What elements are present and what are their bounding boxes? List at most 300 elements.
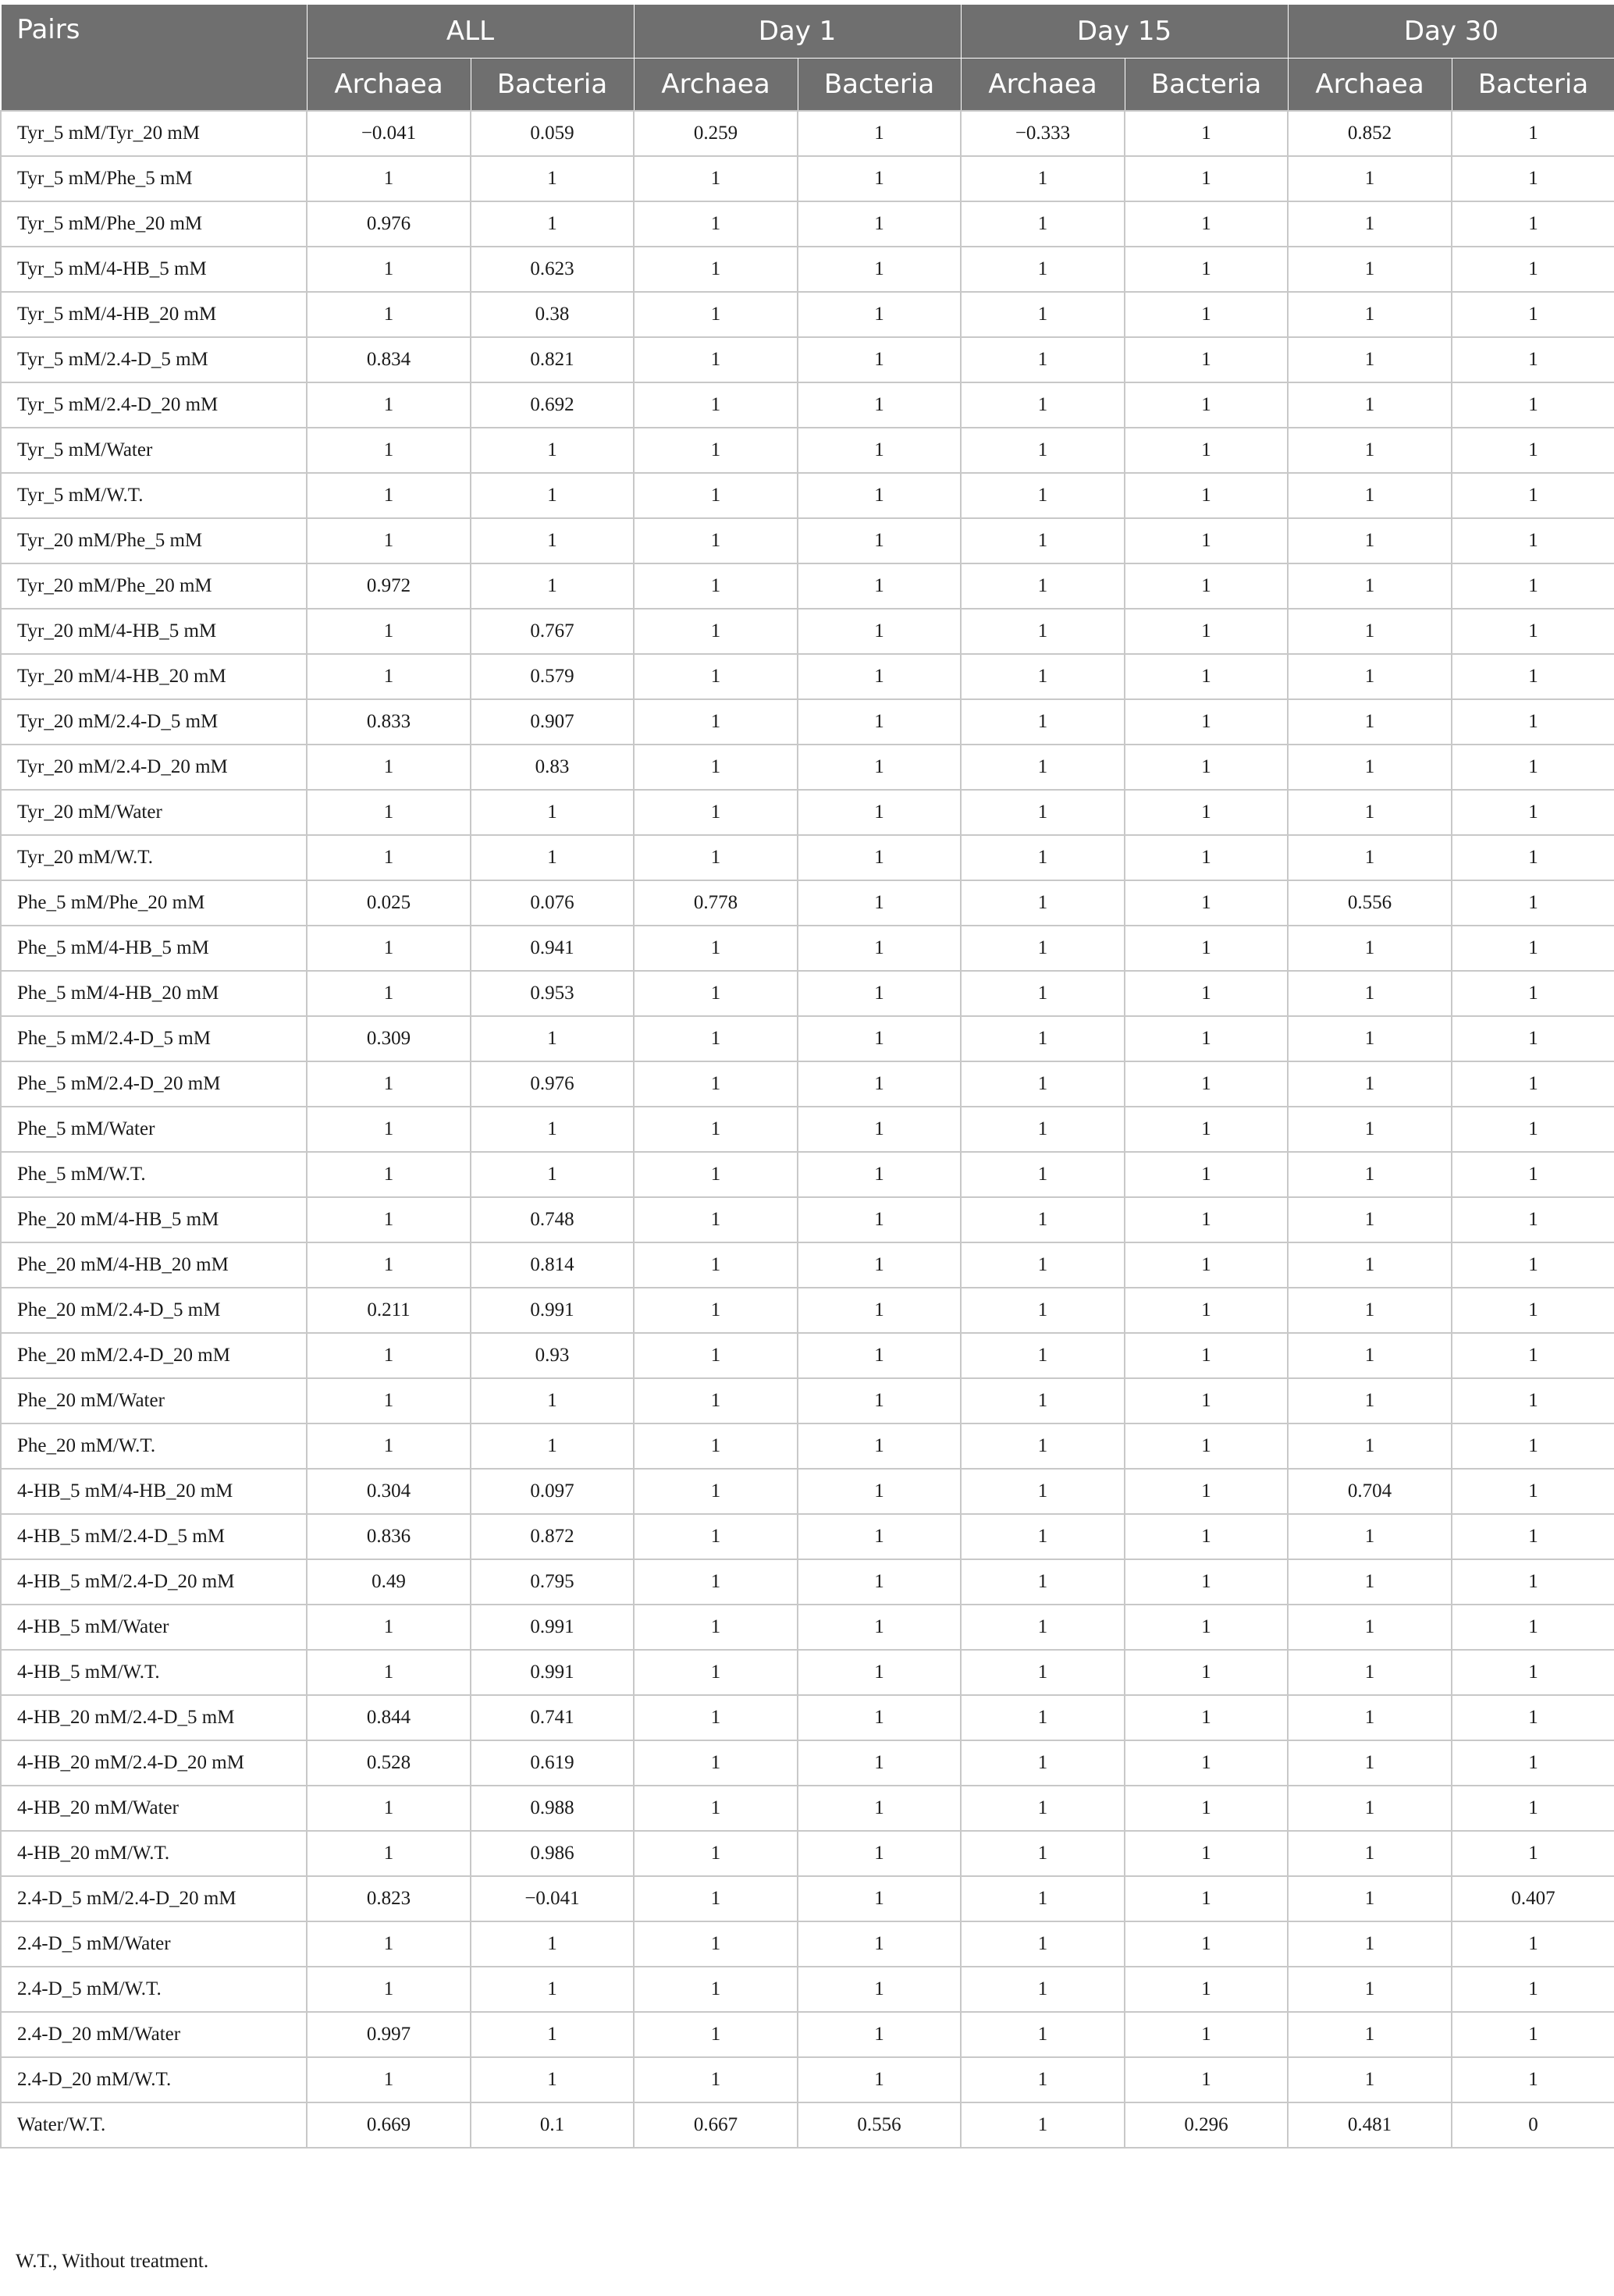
- value-cell: 1: [634, 247, 798, 292]
- value-cell: 1: [307, 790, 471, 835]
- value-cell: 1: [471, 156, 634, 201]
- table-row: [1, 1333, 1614, 1378]
- value-cell: 1: [1125, 382, 1288, 428]
- pair-cell: Phe_5 mM/4-HB_5 mM: [1, 926, 307, 971]
- value-cell: 1: [1452, 1288, 1614, 1333]
- subheader-bacteria: Bacteria: [798, 59, 961, 112]
- pair-cell: Phe_5 mM/4-HB_20 mM: [1, 971, 307, 1016]
- value-cell: 1: [634, 1469, 798, 1514]
- table-row: [1, 382, 1614, 428]
- pair-cell: 2.4-D_5 mM/2.4-D_20 mM: [1, 1876, 307, 1921]
- value-cell: 1: [961, 926, 1125, 971]
- value-cell: 1: [307, 1423, 471, 1469]
- value-cell: 1: [634, 337, 798, 382]
- table-row: [1, 1876, 1614, 1921]
- table-row: [1, 1605, 1614, 1650]
- pair-cell: Tyr_5 mM/Phe_20 mM: [1, 201, 307, 247]
- value-cell: 1: [1452, 156, 1614, 201]
- value-cell: 0.579: [471, 654, 634, 699]
- pair-cell: Tyr_20 mM/Phe_20 mM: [1, 563, 307, 609]
- table-row: [1, 1152, 1614, 1197]
- value-cell: 1: [634, 1242, 798, 1288]
- value-cell: 1: [1452, 1559, 1614, 1605]
- value-cell: 1: [307, 156, 471, 201]
- value-cell: 1: [471, 1016, 634, 1061]
- pair-cell: Phe_20 mM/Water: [1, 1378, 307, 1423]
- value-cell: 1: [1288, 1197, 1452, 1242]
- pair-cell: Phe_20 mM/2.4-D_20 mM: [1, 1333, 307, 1378]
- group-header-day-15: Day 15: [961, 5, 1288, 59]
- value-cell: 1: [1125, 1152, 1288, 1197]
- value-cell: 0.211: [307, 1288, 471, 1333]
- pair-cell: Tyr_20 mM/Water: [1, 790, 307, 835]
- table-footnote: W.T., Without treatment.: [16, 2251, 209, 2272]
- pair-cell: Tyr_5 mM/Phe_5 mM: [1, 156, 307, 201]
- table-row: [1, 609, 1614, 654]
- value-cell: 1: [1288, 1967, 1452, 2012]
- value-cell: 1: [1452, 337, 1614, 382]
- value-cell: 0.619: [471, 1740, 634, 1786]
- value-cell: 1: [1288, 1242, 1452, 1288]
- value-cell: 1: [798, 201, 961, 247]
- value-cell: 1: [1452, 609, 1614, 654]
- pairwise-comparison-table: [0, 4, 1614, 2149]
- value-cell: 1: [634, 1152, 798, 1197]
- value-cell: 1: [1452, 699, 1614, 745]
- pair-cell: Tyr_20 mM/4-HB_20 mM: [1, 654, 307, 699]
- table-row: [1, 1378, 1614, 1423]
- value-cell: 1: [634, 1107, 798, 1152]
- value-cell: 1: [471, 1107, 634, 1152]
- value-cell: 1: [1125, 1469, 1288, 1514]
- value-cell: 1: [961, 1469, 1125, 1514]
- value-cell: 1: [471, 473, 634, 518]
- value-cell: 1: [961, 1107, 1125, 1152]
- value-cell: 1: [798, 1016, 961, 1061]
- value-cell: 1: [1288, 1650, 1452, 1695]
- value-cell: 1: [634, 1876, 798, 1921]
- value-cell: 1: [1452, 1740, 1614, 1786]
- value-cell: 1: [798, 1695, 961, 1740]
- value-cell: 0: [1452, 2102, 1614, 2148]
- value-cell: 1: [634, 473, 798, 518]
- value-cell: 1: [1288, 247, 1452, 292]
- value-cell: 1: [798, 880, 961, 926]
- value-cell: 1: [961, 1016, 1125, 1061]
- subheader-archaea: Archaea: [1288, 59, 1452, 112]
- value-cell: 0.844: [307, 1695, 471, 1740]
- pair-cell: 2.4-D_5 mM/Water: [1, 1921, 307, 1967]
- value-cell: −0.041: [471, 1876, 634, 1921]
- value-cell: 1: [1125, 111, 1288, 156]
- value-cell: 1: [634, 1378, 798, 1423]
- value-cell: 1: [1452, 1242, 1614, 1288]
- pair-cell: 4-HB_20 mM/2.4-D_20 mM: [1, 1740, 307, 1786]
- table-row: [1, 926, 1614, 971]
- value-cell: 1: [1288, 1061, 1452, 1107]
- value-cell: 1: [961, 1967, 1125, 2012]
- pair-cell: 2.4-D_20 mM/Water: [1, 2012, 307, 2057]
- value-cell: 1: [961, 654, 1125, 699]
- value-cell: 1: [1288, 518, 1452, 563]
- value-cell: 1: [1288, 2012, 1452, 2057]
- value-cell: 1: [471, 2012, 634, 2057]
- value-cell: 1: [798, 1242, 961, 1288]
- value-cell: 1: [307, 428, 471, 473]
- value-cell: 1: [1452, 1016, 1614, 1061]
- value-cell: 1: [798, 428, 961, 473]
- value-cell: 1: [798, 1605, 961, 1650]
- value-cell: 1: [1288, 1152, 1452, 1197]
- value-cell: 1: [1125, 1740, 1288, 1786]
- table-row: [1, 1288, 1614, 1333]
- value-cell: 0.767: [471, 609, 634, 654]
- value-cell: 0.556: [1288, 880, 1452, 926]
- value-cell: 1: [961, 1921, 1125, 1967]
- table-row: [1, 699, 1614, 745]
- value-cell: 1: [1288, 654, 1452, 699]
- table-body: [1, 111, 1614, 2148]
- value-cell: 1: [1125, 428, 1288, 473]
- value-cell: 1: [961, 1152, 1125, 1197]
- value-cell: 0.667: [634, 2102, 798, 2148]
- value-cell: 1: [471, 1378, 634, 1423]
- value-cell: 1: [1288, 609, 1452, 654]
- value-cell: 1: [798, 1423, 961, 1469]
- value-cell: 1: [634, 926, 798, 971]
- value-cell: 1: [798, 156, 961, 201]
- value-cell: 1: [307, 1152, 471, 1197]
- value-cell: 1: [1125, 518, 1288, 563]
- value-cell: 1: [1288, 699, 1452, 745]
- table-row: [1, 971, 1614, 1016]
- table-row: [1, 1831, 1614, 1876]
- table-row: [1, 1786, 1614, 1831]
- value-cell: 1: [1125, 1967, 1288, 2012]
- value-cell: 1: [1288, 473, 1452, 518]
- value-cell: 1: [1452, 563, 1614, 609]
- subheader-archaea: Archaea: [634, 59, 798, 112]
- value-cell: 1: [798, 1288, 961, 1333]
- value-cell: 1: [1288, 1333, 1452, 1378]
- value-cell: 1: [1125, 1107, 1288, 1152]
- value-cell: 1: [634, 1740, 798, 1786]
- table-row: [1, 2057, 1614, 2102]
- value-cell: 1: [798, 699, 961, 745]
- value-cell: 1: [798, 563, 961, 609]
- table-row: [1, 2102, 1614, 2148]
- value-cell: 1: [961, 880, 1125, 926]
- pair-cell: Tyr_5 mM/Tyr_20 mM: [1, 111, 307, 156]
- value-cell: 1: [798, 745, 961, 790]
- value-cell: 1: [798, 382, 961, 428]
- value-cell: 1: [798, 1378, 961, 1423]
- value-cell: 1: [471, 2057, 634, 2102]
- value-cell: 0.976: [307, 201, 471, 247]
- value-cell: 0.778: [634, 880, 798, 926]
- table-row: [1, 1967, 1614, 2012]
- value-cell: 1: [1288, 156, 1452, 201]
- pair-cell: Tyr_5 mM/Water: [1, 428, 307, 473]
- table-row: [1, 337, 1614, 382]
- value-cell: 0.988: [471, 1786, 634, 1831]
- value-cell: 0.304: [307, 1469, 471, 1514]
- value-cell: 1: [307, 926, 471, 971]
- value-cell: 1: [961, 1061, 1125, 1107]
- value-cell: 1: [1288, 971, 1452, 1016]
- table-row: [1, 428, 1614, 473]
- pair-cell: 4-HB_20 mM/W.T.: [1, 1831, 307, 1876]
- value-cell: 1: [961, 1876, 1125, 1921]
- value-cell: 1: [1452, 382, 1614, 428]
- value-cell: 1: [1452, 292, 1614, 337]
- value-cell: 1: [1125, 2012, 1288, 2057]
- value-cell: 1: [798, 1876, 961, 1921]
- value-cell: 1: [961, 2012, 1125, 2057]
- value-cell: 1: [1288, 1107, 1452, 1152]
- pair-cell: Tyr_5 mM/4-HB_5 mM: [1, 247, 307, 292]
- value-cell: 1: [307, 473, 471, 518]
- value-cell: 0.833: [307, 699, 471, 745]
- value-cell: 1: [307, 1921, 471, 1967]
- value-cell: 1: [798, 1921, 961, 1967]
- value-cell: 1: [1452, 971, 1614, 1016]
- subheader-archaea: Archaea: [307, 59, 471, 112]
- value-cell: 1: [307, 518, 471, 563]
- value-cell: 1: [1452, 1378, 1614, 1423]
- value-cell: 1: [1288, 1605, 1452, 1650]
- value-cell: 1: [961, 1650, 1125, 1695]
- value-cell: 1: [1288, 292, 1452, 337]
- value-cell: 1: [1125, 156, 1288, 201]
- value-cell: 1: [634, 1423, 798, 1469]
- value-cell: 1: [961, 1695, 1125, 1740]
- value-cell: 0.991: [471, 1650, 634, 1695]
- value-cell: 1: [634, 609, 798, 654]
- value-cell: 0.741: [471, 1695, 634, 1740]
- value-cell: 1: [1125, 1333, 1288, 1378]
- value-cell: 1: [961, 1197, 1125, 1242]
- table-row: [1, 1242, 1614, 1288]
- value-cell: 1: [961, 563, 1125, 609]
- value-cell: 1: [1125, 1197, 1288, 1242]
- value-cell: 0.407: [1452, 1876, 1614, 1921]
- value-cell: 0.097: [471, 1469, 634, 1514]
- value-cell: 0.309: [307, 1016, 471, 1061]
- value-cell: 1: [1452, 1107, 1614, 1152]
- value-cell: 1: [1125, 473, 1288, 518]
- value-cell: 1: [798, 1740, 961, 1786]
- value-cell: 1: [1125, 1786, 1288, 1831]
- pair-cell: 4-HB_20 mM/Water: [1, 1786, 307, 1831]
- value-cell: 1: [634, 790, 798, 835]
- subheader-bacteria: Bacteria: [471, 59, 634, 112]
- value-cell: 1: [961, 609, 1125, 654]
- value-cell: 1: [1452, 1197, 1614, 1242]
- pair-cell: Phe_20 mM/4-HB_20 mM: [1, 1242, 307, 1288]
- table-row: [1, 1423, 1614, 1469]
- value-cell: 0.953: [471, 971, 634, 1016]
- value-cell: 0.259: [634, 111, 798, 156]
- value-cell: 1: [1288, 1423, 1452, 1469]
- value-cell: 1: [961, 518, 1125, 563]
- value-cell: 1: [1288, 1695, 1452, 1740]
- value-cell: 1: [1125, 247, 1288, 292]
- table-header: [1, 5, 1614, 112]
- value-cell: 1: [634, 1695, 798, 1740]
- value-cell: 1: [634, 292, 798, 337]
- value-cell: 1: [1452, 428, 1614, 473]
- value-cell: 0.821: [471, 337, 634, 382]
- value-cell: 1: [1288, 563, 1452, 609]
- pair-cell: 4-HB_5 mM/2.4-D_5 mM: [1, 1514, 307, 1559]
- value-cell: 1: [961, 428, 1125, 473]
- value-cell: 1: [961, 473, 1125, 518]
- value-cell: 1: [307, 2057, 471, 2102]
- value-cell: 1: [1288, 428, 1452, 473]
- value-cell: 0.528: [307, 1740, 471, 1786]
- value-cell: 1: [634, 201, 798, 247]
- table-row: [1, 1740, 1614, 1786]
- value-cell: 0.834: [307, 337, 471, 382]
- value-cell: 0.059: [471, 111, 634, 156]
- value-cell: 1: [798, 835, 961, 880]
- value-cell: 1: [1125, 835, 1288, 880]
- value-cell: 1: [798, 654, 961, 699]
- value-cell: 1: [1125, 1650, 1288, 1695]
- value-cell: 1: [1125, 292, 1288, 337]
- value-cell: 1: [634, 1967, 798, 2012]
- value-cell: 1: [1288, 1378, 1452, 1423]
- value-cell: 1: [1288, 1740, 1452, 1786]
- value-cell: 1: [961, 1378, 1125, 1423]
- value-cell: 1: [1125, 790, 1288, 835]
- value-cell: 1: [1452, 1650, 1614, 1695]
- value-cell: 1: [634, 1831, 798, 1876]
- value-cell: 1: [1288, 1831, 1452, 1876]
- subheader-archaea: Archaea: [961, 59, 1125, 112]
- value-cell: 1: [798, 1107, 961, 1152]
- value-cell: 1: [307, 971, 471, 1016]
- value-cell: 1: [798, 518, 961, 563]
- value-cell: 1: [1452, 1423, 1614, 1469]
- value-cell: 1: [634, 1605, 798, 1650]
- value-cell: 0.556: [798, 2102, 961, 2148]
- value-cell: 0.795: [471, 1559, 634, 1605]
- value-cell: 1: [1125, 609, 1288, 654]
- value-cell: 1: [1288, 1016, 1452, 1061]
- value-cell: 0.669: [307, 2102, 471, 2148]
- value-cell: 1: [1452, 1061, 1614, 1107]
- value-cell: 1: [1125, 1288, 1288, 1333]
- value-cell: 1: [798, 292, 961, 337]
- pair-cell: 2.4-D_20 mM/W.T.: [1, 2057, 307, 2102]
- value-cell: 1: [961, 247, 1125, 292]
- value-cell: 1: [1125, 926, 1288, 971]
- pair-cell: 4-HB_5 mM/W.T.: [1, 1650, 307, 1695]
- value-cell: 1: [961, 1423, 1125, 1469]
- table-row: [1, 745, 1614, 790]
- value-cell: 1: [1452, 926, 1614, 971]
- value-cell: 1: [1125, 1016, 1288, 1061]
- value-cell: 1: [1125, 1605, 1288, 1650]
- table-row: [1, 2012, 1614, 2057]
- table-row: [1, 111, 1614, 156]
- value-cell: 1: [961, 790, 1125, 835]
- value-cell: 1: [307, 247, 471, 292]
- value-cell: 1: [798, 247, 961, 292]
- value-cell: 0.748: [471, 1197, 634, 1242]
- value-cell: 1: [1288, 1559, 1452, 1605]
- value-cell: 0.836: [307, 1514, 471, 1559]
- value-cell: 1: [1125, 1242, 1288, 1288]
- value-cell: 1: [1452, 201, 1614, 247]
- pair-cell: Phe_5 mM/Water: [1, 1107, 307, 1152]
- value-cell: 1: [1452, 835, 1614, 880]
- value-cell: 1: [1452, 654, 1614, 699]
- value-cell: 1: [798, 971, 961, 1016]
- value-cell: 1: [1288, 745, 1452, 790]
- value-cell: 0.986: [471, 1831, 634, 1876]
- value-cell: 1: [307, 1650, 471, 1695]
- value-cell: 1: [1125, 880, 1288, 926]
- value-cell: 1: [961, 2102, 1125, 2148]
- value-cell: 1: [307, 745, 471, 790]
- table-row: [1, 247, 1614, 292]
- value-cell: 1: [634, 1197, 798, 1242]
- table-row: [1, 201, 1614, 247]
- value-cell: 1: [798, 2012, 961, 2057]
- value-cell: 1: [798, 1061, 961, 1107]
- value-cell: 0.814: [471, 1242, 634, 1288]
- value-cell: 1: [634, 1514, 798, 1559]
- table-row: [1, 292, 1614, 337]
- value-cell: 1: [1288, 1514, 1452, 1559]
- value-cell: 1: [471, 563, 634, 609]
- value-cell: 0.076: [471, 880, 634, 926]
- value-cell: 1: [961, 292, 1125, 337]
- value-cell: 0.481: [1288, 2102, 1452, 2148]
- value-cell: 1: [961, 1605, 1125, 1650]
- pair-cell: Tyr_20 mM/Phe_5 mM: [1, 518, 307, 563]
- value-cell: 1: [961, 1786, 1125, 1831]
- value-cell: 0.991: [471, 1605, 634, 1650]
- value-cell: 1: [1452, 473, 1614, 518]
- value-cell: 1: [798, 1197, 961, 1242]
- value-cell: 1: [1125, 201, 1288, 247]
- value-cell: 1: [471, 1423, 634, 1469]
- value-cell: 1: [307, 1242, 471, 1288]
- value-cell: 1: [634, 1650, 798, 1695]
- value-cell: 1: [1125, 1695, 1288, 1740]
- pair-cell: Phe_20 mM/2.4-D_5 mM: [1, 1288, 307, 1333]
- value-cell: 1: [1452, 1967, 1614, 2012]
- value-cell: 1: [961, 745, 1125, 790]
- value-cell: 0.991: [471, 1288, 634, 1333]
- value-cell: 1: [1125, 699, 1288, 745]
- table-row: [1, 1559, 1614, 1605]
- table-row: [1, 1016, 1614, 1061]
- value-cell: 1: [307, 1333, 471, 1378]
- value-cell: 1: [1288, 926, 1452, 971]
- value-cell: 1: [798, 473, 961, 518]
- value-cell: 1: [1125, 1378, 1288, 1423]
- pair-cell: 2.4-D_5 mM/W.T.: [1, 1967, 307, 2012]
- value-cell: 0.296: [1125, 2102, 1288, 2148]
- pair-cell: Phe_5 mM/2.4-D_5 mM: [1, 1016, 307, 1061]
- value-cell: 1: [798, 926, 961, 971]
- pair-cell: Phe_5 mM/W.T.: [1, 1152, 307, 1197]
